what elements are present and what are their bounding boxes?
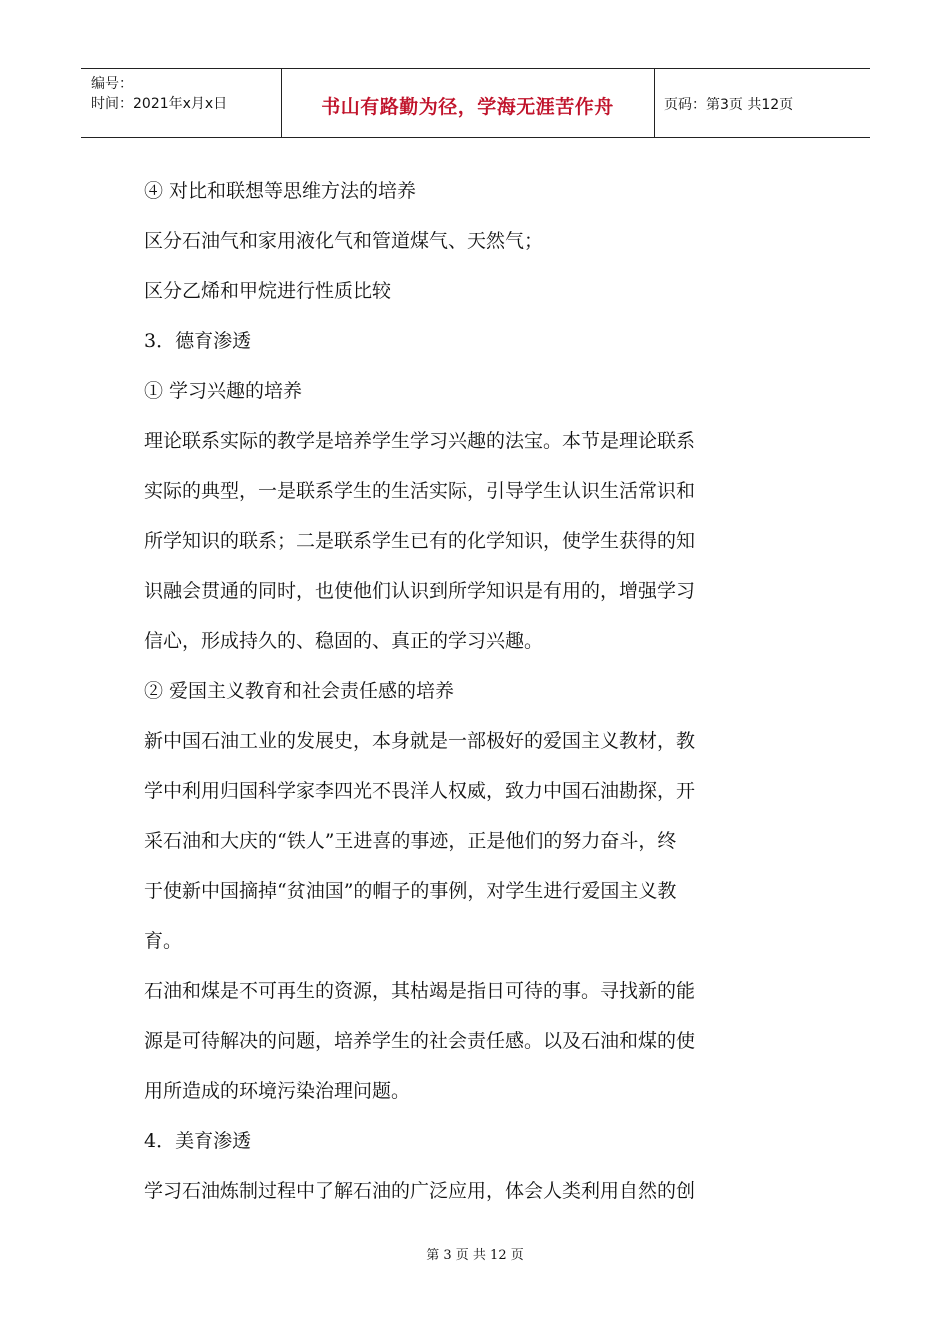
- body-line: 石油和煤是不可再生的资源，其枯竭是指日可待的事。寻找新的能: [144, 980, 696, 1002]
- body-line: 所学知识的联系；二是联系学生已有的化学知识，使学生获得的知: [144, 530, 696, 552]
- subsection-heading: ② 爱国主义教育和社会责任感的培养: [144, 680, 455, 702]
- body-line: ④ 对比和联想等思维方法的培养: [144, 180, 417, 202]
- body-line: 区分石油气和家用液化气和管道煤气、天然气；: [144, 230, 544, 252]
- body-line: 信心，形成持久的、稳固的、真正的学习兴趣。: [144, 630, 544, 652]
- body-line: 学中利用归国科学家李四光不畏洋人权威，致力中国石油勘探，开: [144, 780, 696, 802]
- header-motto-cell: [281, 69, 655, 137]
- section-heading: 4．美育渗透: [144, 1130, 252, 1152]
- body-line: 源是可待解决的问题，培养学生的社会责任感。以及石油和煤的使: [144, 1030, 696, 1052]
- body-line: 理论联系实际的教学是培养学生学习兴趣的法宝。本节是理论联系: [144, 430, 696, 452]
- document-body: [144, 166, 824, 1216]
- header-page-cell: [654, 69, 870, 137]
- body-line: 区分乙烯和甲烷进行性质比较: [144, 280, 392, 302]
- document-number-label: 编号：: [91, 76, 133, 92]
- page-footer: 第 3 页 共 12 页: [426, 1248, 524, 1263]
- body-line: 采石油和大庆的“铁人”王进喜的事迹，正是他们的努力奋斗，终: [144, 830, 677, 852]
- section-heading: 3．德育渗透: [144, 330, 252, 352]
- body-line: 识融会贯通的同时，也使他们认识到所学知识是有用的，增强学习: [144, 580, 696, 602]
- body-line: 新中国石油工业的发展史，本身就是一部极好的爱国主义教材，教: [144, 730, 696, 752]
- header-page-info: 页码：第3页 共12页: [664, 97, 794, 113]
- document-date-label: 时间：2021年x月x日: [91, 96, 228, 112]
- body-line: 学习石油炼制过程中了解石油的广泛应用，体会人类利用自然的创: [144, 1180, 696, 1202]
- header-motto: 书山有路勤为径，学海无涯苦作舟: [321, 96, 614, 118]
- subsection-heading: ① 学习兴趣的培养: [144, 380, 303, 402]
- body-line: 于使新中国摘掉“贫油国”的帽子的事例，对学生进行爱国主义教: [144, 880, 677, 902]
- page-header: [81, 68, 870, 138]
- body-line: 实际的典型，一是联系学生的生活实际，引导学生认识生活常识和: [144, 480, 696, 502]
- body-line: 用所造成的环境污染治理问题。: [144, 1080, 411, 1102]
- header-meta-cell: [81, 69, 282, 137]
- body-line: 育。: [144, 930, 183, 952]
